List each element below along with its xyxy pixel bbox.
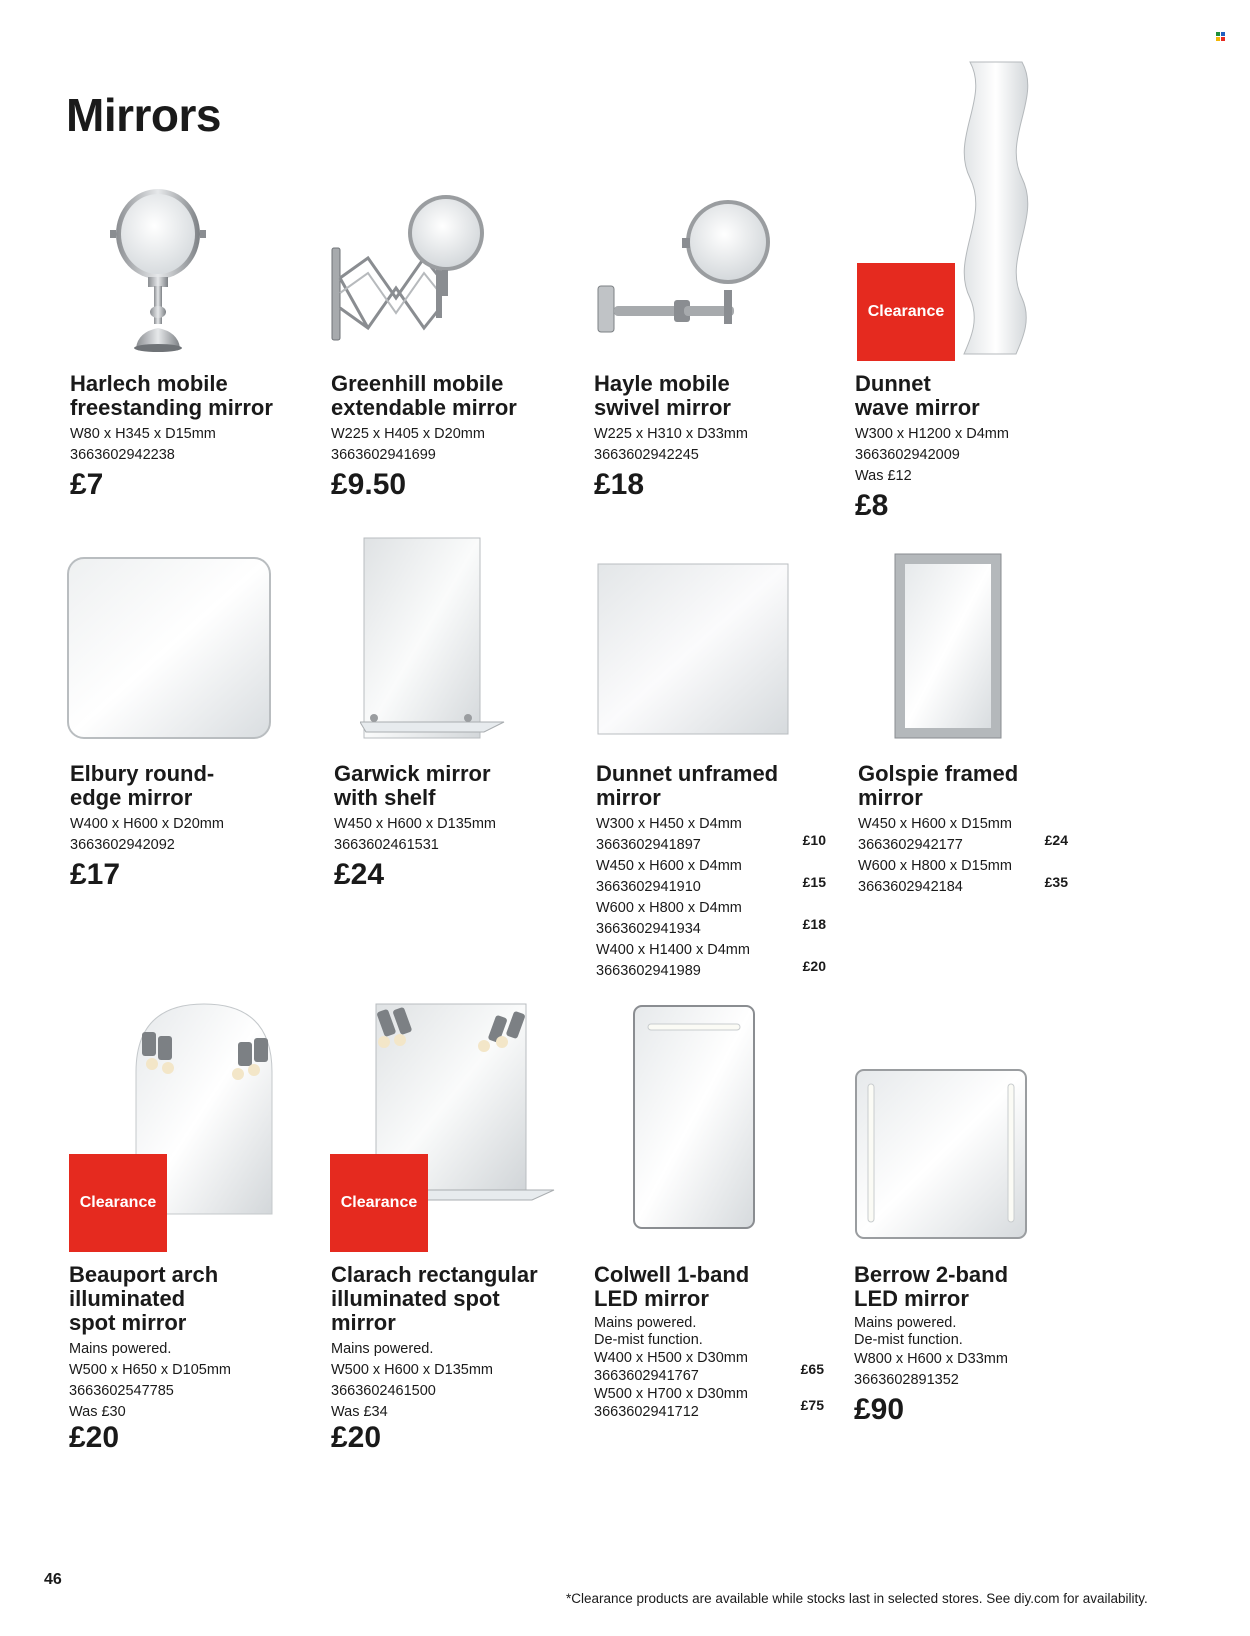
variant-price: £24 [1044, 832, 1068, 848]
product-dimensions: W225 x H310 x D33mm [594, 426, 748, 442]
page-number: 46 [44, 1571, 62, 1588]
variant-price: £18 [802, 916, 826, 932]
clearance-badge: Clearance [69, 1154, 167, 1252]
size-variant: W400 x H1400 x D4mm 3663602941989 £20 [596, 940, 826, 982]
product-name: Harlech mobile freestanding mirror [70, 371, 273, 420]
dunnet-unframed-mirror-image [596, 562, 790, 736]
hayle-mirror-image [594, 190, 774, 350]
product-dimensions: W500 x H600 x D135mm [331, 1362, 493, 1378]
product-price: £8 [855, 489, 889, 522]
product-beauport [69, 1263, 319, 1455]
size-variant: W300 x H450 x D4mm 3663602941897 £10 [596, 814, 826, 856]
garwick-mirror-image [360, 536, 510, 742]
product-name: Dunnet wave mirror [855, 371, 980, 420]
product-code: 3663602942092 [70, 837, 175, 853]
product-feature: Mains powered. [331, 1341, 434, 1357]
elbury-mirror-image [66, 556, 272, 740]
variant-price: £75 [800, 1397, 824, 1413]
product-dimensions: W450 x H600 x D135mm [334, 816, 496, 832]
colwell-mirror-image [632, 1004, 756, 1230]
product-code: 3663602891352 [854, 1372, 959, 1388]
product-was-price: Was £30 [69, 1404, 126, 1420]
greenhill-mirror-image [328, 178, 488, 358]
product-feature: Mains powered. [69, 1341, 172, 1357]
product-price: £17 [70, 858, 121, 891]
size-variant: W450 x H600 x D15mm 3663602942177 £24 [858, 814, 1068, 856]
product-dunnet-unframed [596, 762, 846, 982]
product-name: Clarach rectangular illuminated spot mirror [331, 1262, 538, 1335]
product-dimensions: W400 x H600 x D20mm [70, 816, 224, 832]
clearance-badge: Clearance [857, 263, 955, 361]
product-price: £90 [854, 1393, 905, 1426]
product-name: Garwick mirror with shelf [334, 761, 491, 810]
product-feature: Mains powered. [854, 1315, 957, 1331]
product-price: £7 [70, 468, 104, 501]
product-name: Greenhill mobile extendable mirror [331, 371, 517, 420]
product-dimensions: W300 x H1200 x D4mm [855, 426, 1009, 442]
page-title: Mirrors [66, 89, 221, 141]
harlech-mirror-image [108, 182, 208, 354]
product-was-price: Was £12 [855, 468, 912, 484]
product-feature: De-mist function. [594, 1332, 703, 1348]
product-greenhill [331, 372, 581, 502]
size-variant: W600 x H800 x D4mm 3663602941934 £18 [596, 898, 826, 940]
variant-price: £35 [1044, 874, 1068, 890]
product-dunnet-wave [855, 372, 1105, 523]
product-feature: Mains powered. [594, 1315, 697, 1331]
product-was-price: Was £34 [331, 1404, 388, 1420]
product-garwick [334, 762, 584, 892]
product-name: Hayle mobile swivel mirror [594, 371, 731, 420]
product-hayle [594, 372, 844, 502]
product-price: £20 [331, 1421, 382, 1454]
berrow-mirror-image [854, 1068, 1028, 1240]
variant-price: £65 [800, 1361, 824, 1377]
golspie-framed-mirror-image [893, 552, 1003, 740]
product-name: Elbury round- edge mirror [70, 761, 215, 810]
product-clarach [331, 1263, 581, 1455]
product-code: 3663602941699 [331, 447, 436, 463]
product-colwell [594, 1263, 844, 1421]
size-variant: W600 x H800 x D15mm 3663602942184 £35 [858, 856, 1068, 898]
product-dimensions: W225 x H405 x D20mm [331, 426, 485, 442]
product-code: 3663602942238 [70, 447, 175, 463]
product-name: Dunnet unframed mirror [596, 761, 779, 810]
product-name: Golspie framed mirror [858, 761, 1019, 810]
product-berrow [854, 1263, 1104, 1427]
variant-price: £10 [802, 832, 826, 848]
clearance-footnote: *Clearance products are available while stocks last in selected stores. See diy.com for availability. [566, 1591, 1148, 1606]
product-name: Beauport arch illuminated spot mirror [69, 1262, 219, 1335]
variant-price: £20 [802, 958, 826, 974]
product-golspie [858, 762, 1108, 898]
product-code: 3663602942009 [855, 447, 960, 463]
product-price: £24 [334, 858, 385, 891]
product-code: 3663602461500 [331, 1383, 436, 1399]
size-variant: W500 x H700 x D30mm 3663602941712 £75 [594, 1386, 824, 1420]
product-code: 3663602547785 [69, 1383, 174, 1399]
size-variant: W400 x H500 x D30mm 3663602941767 £65 [594, 1350, 824, 1384]
product-dimensions: W80 x H345 x D15mm [70, 426, 216, 442]
product-dimensions: W800 x H600 x D33mm [854, 1351, 1008, 1367]
product-elbury [70, 762, 320, 892]
dunnet-wave-mirror-image [956, 58, 1046, 358]
brand-mark-icon [1216, 32, 1226, 42]
product-code: 3663602942245 [594, 447, 699, 463]
product-harlech [70, 372, 320, 502]
product-dimensions: W500 x H650 x D105mm [69, 1362, 231, 1378]
variant-price: £15 [802, 874, 826, 890]
product-feature: De-mist function. [854, 1332, 963, 1348]
product-code: 3663602461531 [334, 837, 439, 853]
product-price: £9.50 [331, 468, 407, 501]
product-price: £20 [69, 1421, 120, 1454]
product-name: Colwell 1-band LED mirror [594, 1262, 750, 1311]
clearance-badge: Clearance [330, 1154, 428, 1252]
size-variant: W450 x H600 x D4mm 3663602941910 £15 [596, 856, 826, 898]
product-name: Berrow 2-band LED mirror [854, 1262, 1009, 1311]
product-price: £18 [594, 468, 645, 501]
